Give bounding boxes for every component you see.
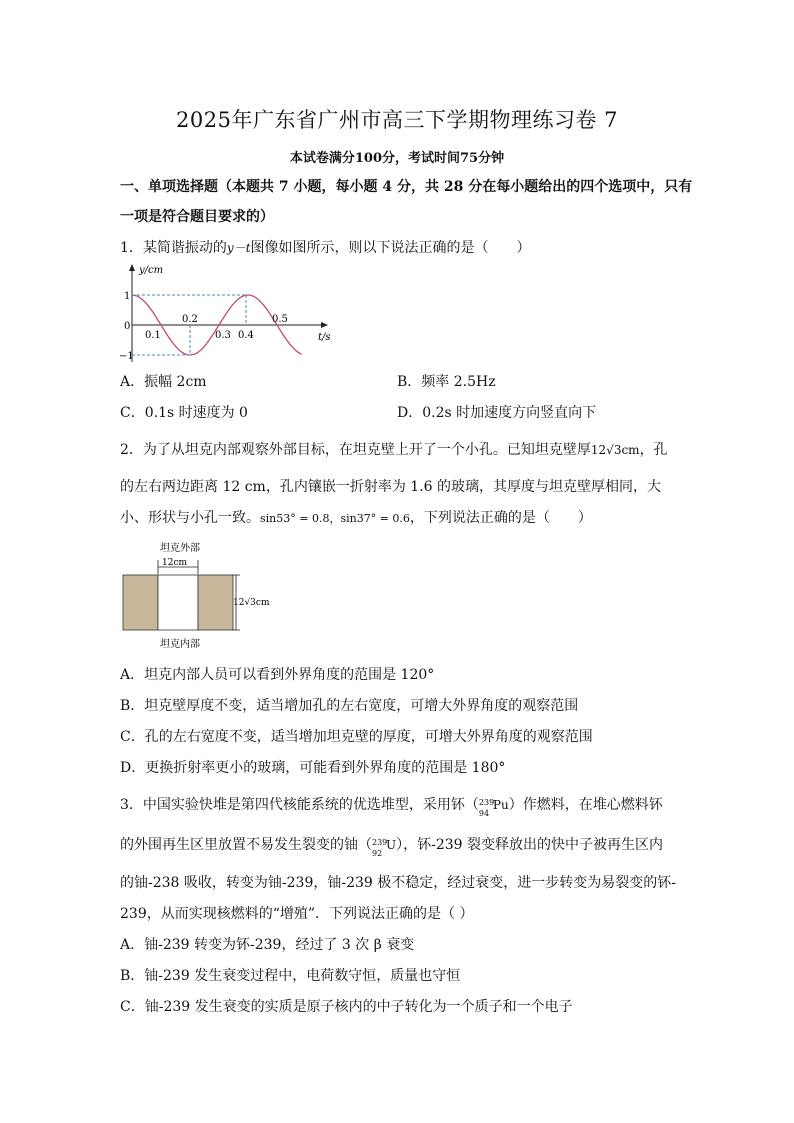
q2-option-c: C．孔的左右宽度不变，适当增加坦克壁的厚度，可增大外界角度的观察范围 (120, 729, 593, 745)
q1-label-0.4: 0.4 (238, 330, 254, 341)
section-heading-line2: 一项是符合题目要求的） (120, 209, 274, 225)
q2-sin-values: sin53° = 0.8，sin37° = 0.6 (260, 512, 410, 525)
q3-option-b: B．铀-239 发生衰变过程中，电荷数守恒，质量也守恒 (120, 968, 461, 984)
q2-stem-line1 (120, 441, 668, 459)
q1-label-0.2: 0.2 (182, 314, 198, 325)
q3-u-isotope-numbers (372, 836, 388, 858)
q2-thickness-label: 12√3cm (233, 598, 270, 608)
q3-stem-line3: 的铀-238 吸收，转变为铀-239，铀-239 极不稳定，经过衰变，进一步转变为易裂变的钚- (120, 875, 676, 891)
q1-ytick-0: 0 (124, 321, 131, 332)
q2-top-label: 坦克外部 (160, 543, 200, 554)
q2-hole (158, 575, 198, 630)
q1-option-b: B．频率 2.5Hz (397, 374, 496, 390)
q2-bottom-label: 坦克内部 (160, 639, 200, 650)
section-heading-line1: 一、单项选择题（本题共 7 小题，每小题 4 分，共 28 分在每小题给出的四个选项中，只有 (120, 179, 693, 195)
q1-stem-var: y－t (226, 241, 251, 255)
q3-u-z: 92 (372, 849, 383, 858)
q3-line2-a: 的外围再生区里放置不易发生裂变的铀（ (120, 837, 372, 853)
q3-option-c: C．铀-239 发生衰变的实质是原子核内的中子转化为一个质子和一个电子 (120, 999, 573, 1015)
q1-graph (118, 262, 338, 372)
exam-info: 本试卷满分100分，考试时间75分钟 (289, 151, 505, 166)
q2-line3-b: ，下列说法正确的是（ ） (409, 510, 592, 526)
q1-option-c: C．0.1s 时速度为 0 (120, 405, 248, 421)
q1-stem-b: 图像如图所示，则以下说法正确的是（ ） (250, 240, 531, 256)
q3-line2-b: ），钚-239 裂变释放出的快中子被再生区内 (396, 837, 664, 853)
q2-option-b: B．坦克壁厚度不变，适当增加孔的左右宽度，可增大外界角度的观察范围 (120, 698, 579, 714)
q2-line3-a: 小、形状与小孔一致。 (120, 510, 260, 526)
q2-line1-b: ，孔 (639, 442, 668, 458)
q1-option-a: A．振幅 2cm (120, 374, 207, 390)
q1-ytick-neg1: −1 (119, 351, 134, 362)
q2-wall-left (123, 575, 158, 630)
q1-label-0.3: 0.3 (215, 330, 231, 341)
q3-pu-isotope-numbers (478, 796, 495, 818)
q3-stem-line1 (120, 796, 663, 818)
q2-stem-line3 (120, 509, 592, 528)
q1-ylabel: y/cm (139, 265, 164, 276)
q3-u-mass: 239 (372, 838, 388, 847)
q1-x-arrow (321, 322, 328, 328)
q3-stem-line2 (120, 836, 664, 858)
q3-stem-line4: 239，从而实现核燃料的“增殖”．下列说法正确的是（ ） (120, 906, 474, 922)
q1-xlabel: t/s (318, 332, 331, 343)
q3-line1-b: ）作燃料，在堆心燃料钚 (508, 797, 663, 813)
q3-pu-z: 94 (478, 809, 490, 818)
q2-tank-figure (118, 538, 288, 653)
q1-stem-a: 1．某简谐振动的 (120, 240, 227, 256)
page-title: 2025年广东省广州市高三下学期物理练习卷 7 (176, 108, 618, 132)
q3-line1-a: 3．中国实验快堆是第四代核能系统的优选堆型，采用钚（ (120, 797, 479, 813)
q2-thickness-value: 12√3cm (590, 443, 640, 457)
q1-option-d: D．0.2s 时加速度方向竖直向下 (397, 405, 597, 421)
q3-pu-mass: 239 (478, 798, 495, 807)
q2-option-d: D．更换折射率更小的玻璃，可能看到外界角度的范围是 180° (120, 760, 506, 776)
q1-stem (120, 239, 531, 257)
q3-pu-symbol: Pu (492, 798, 509, 812)
q1-ytick-1: 1 (124, 291, 131, 302)
q1-label-0.1: 0.1 (145, 330, 161, 341)
q2-option-a: A．坦克内部人员可以看到外界角度的范围是 120° (120, 667, 435, 683)
q2-stem-line2: 的左右两边距离 12 cm，孔内镶嵌一折射率为 1.6 的玻璃，其厚度与坦克壁厚相同，大 (120, 479, 661, 495)
q1-label-0.5: 0.5 (272, 314, 288, 325)
q2-line1-a: 2．为了从坦克内部观察外部目标，在坦克壁上开了一个小孔。已知坦克壁厚 (120, 442, 591, 458)
q1-y-arrow (129, 264, 135, 271)
q2-wall-right (198, 575, 233, 630)
q2-width-label: 12cm (162, 558, 188, 568)
q3-u-symbol: U (386, 838, 397, 852)
q3-option-a: A．铀-239 转变为钚-239，经过了 3 次 β 衰变 (120, 937, 415, 953)
